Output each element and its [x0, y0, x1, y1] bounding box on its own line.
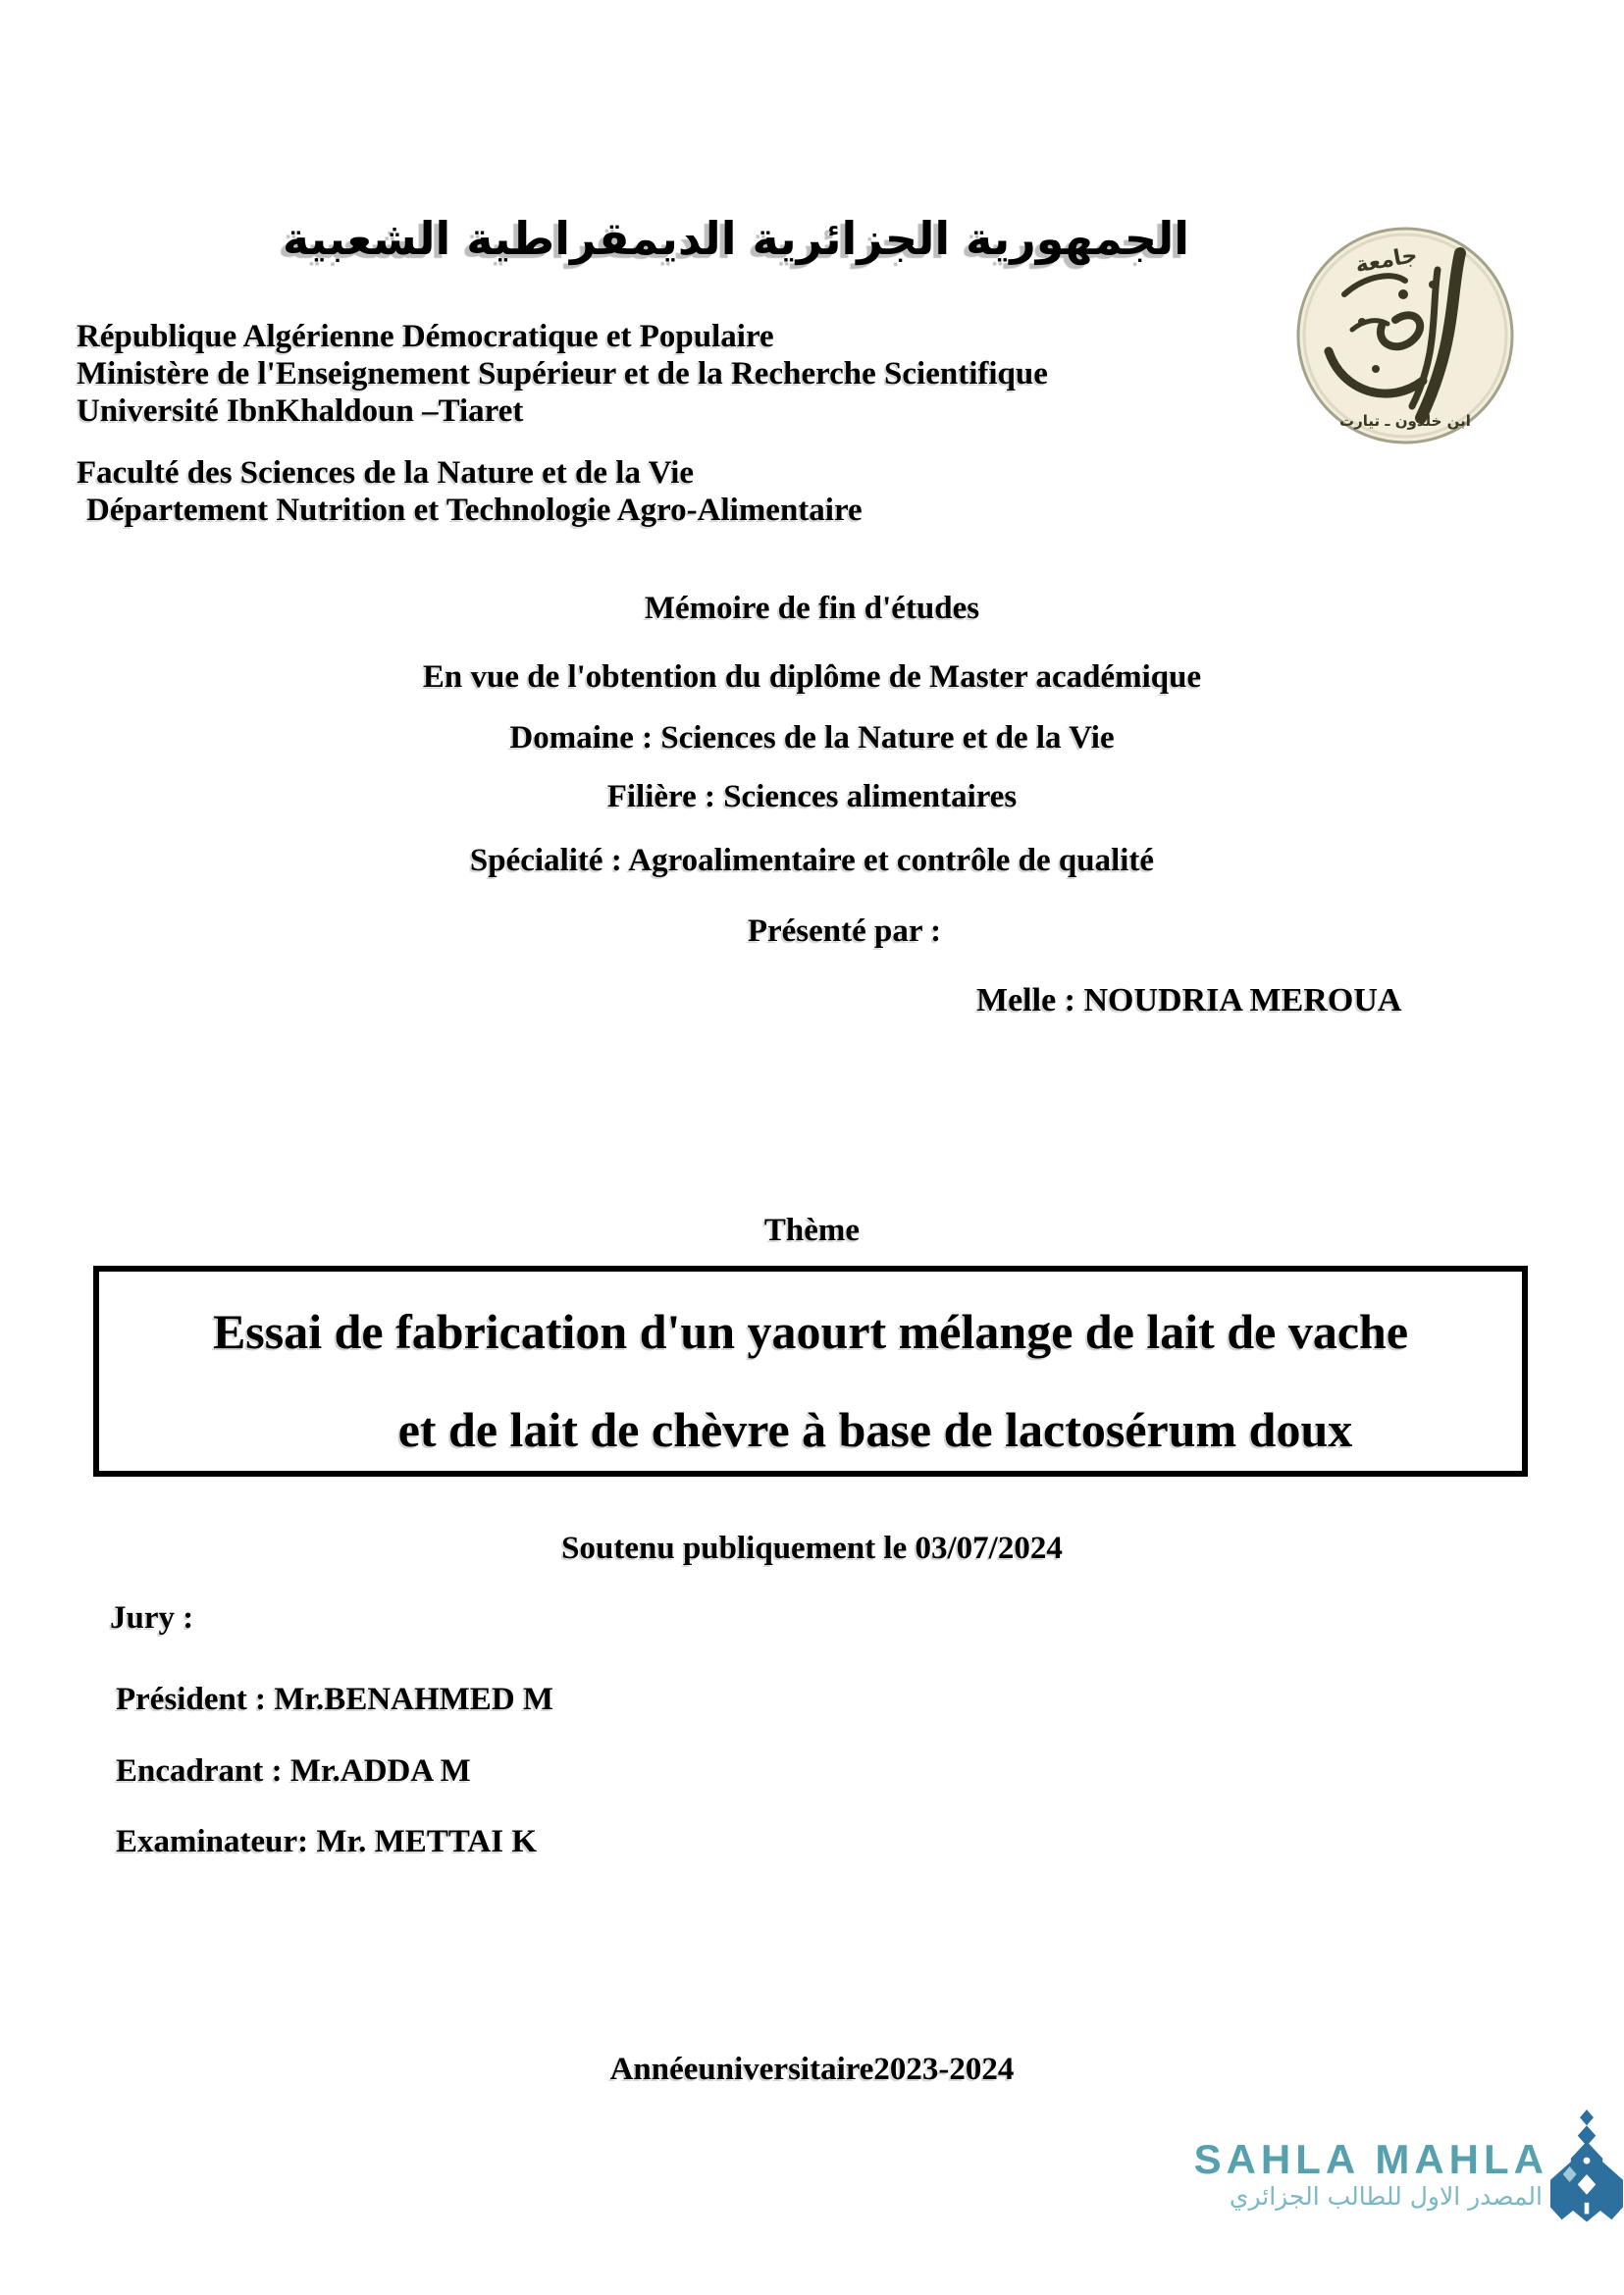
jury-label: Jury :	[110, 1600, 194, 1636]
department-line: Département Nutrition et Technologie Agro-Alimentaire	[86, 493, 863, 528]
seal-arabic-top-text: جامعة	[1353, 242, 1420, 279]
university-seal-icon	[1293, 224, 1517, 451]
republic-line: République Algérienne Démocratique et Populaire	[77, 319, 774, 354]
defense-date-line: Soutenu publiquement le 03/07/2024	[561, 1531, 1063, 1566]
kufic-emblem-icon	[1550, 2110, 1623, 2225]
domaine-line: Domaine : Sciences de la Nature et de la Vie	[509, 720, 1115, 756]
arabic-republic-title: الجمهورية الجزائرية الديمقراطية الشعبية	[282, 212, 1190, 265]
thesis-title-box	[93, 1266, 1528, 1477]
thesis-title-line2: et de lait de chèvre à base de lactosérum doux	[397, 1402, 1353, 1457]
university-line: Université IbnKhaldoun –Tiaret	[77, 393, 524, 429]
theme-label: Thème	[763, 1213, 861, 1248]
watermark-brand-name: SAHLA MAHLA	[1193, 2136, 1548, 2182]
watermark-arabic-tagline: المصدر الاول للطالب الجزائري	[1229, 2182, 1543, 2211]
faculty-line: Faculté des Sciences de la Nature et de la Vie	[77, 455, 695, 491]
ministry-line: Ministère de l'Enseignement Supérieur et de la Recherche Scientifique	[77, 356, 1048, 391]
seal-arabic-bottom-text: ابن خلدون ـ تيارت	[1339, 412, 1471, 430]
jury-president: Président : Mr.BENAHMED M	[116, 1682, 554, 1717]
filiere-line: Filière : Sciences alimentaires	[606, 779, 1018, 814]
candidate-name: Melle : NOUDRIA MEROUA	[976, 982, 1402, 1018]
objective-line: En vue de l'obtention du diplôme de Master académique	[422, 659, 1202, 695]
specialite-line: Spécialité : Agroalimentaire et contrôle de qualité	[469, 843, 1155, 878]
watermark-logo	[1119, 2137, 1548, 2212]
presented-by-line: Présenté par :	[747, 913, 942, 949]
academic-year-line: Annéeuniversitaire2023-2024	[609, 2052, 1015, 2087]
memoire-line: Mémoire de fin d'études	[644, 591, 980, 626]
thesis-title-line1: Essai de fabrication d'un yaourt mélange de lait de vache	[212, 1304, 1409, 1359]
jury-examinateur: Examinateur: Mr. METTAI K	[116, 1824, 537, 1859]
jury-encadrant: Encadrant : Mr.ADDA M	[116, 1753, 471, 1789]
